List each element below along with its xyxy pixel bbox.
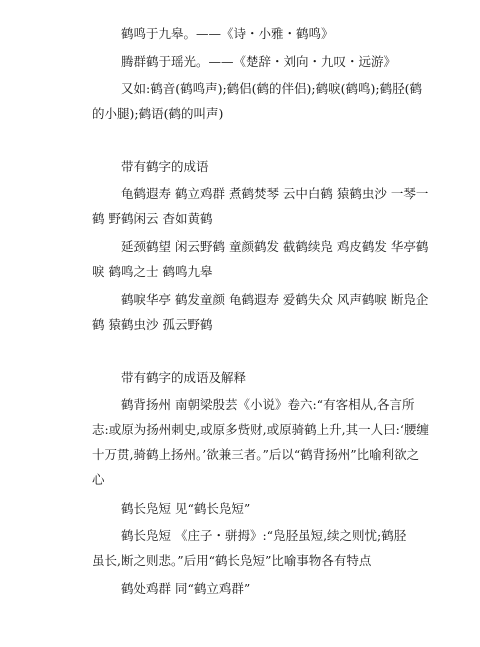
idiom-line-3: 延颈鹤望 闲云野鹤 童颜鹤发 截鹤续凫 鸡皮鹤发 华亭鹤 (121, 239, 429, 254)
explanation-line-2: 志:或原为扬州刺史,或原多赀财,或原骑鹤上升,其一人曰:‘腰缠 (92, 422, 429, 437)
explanation-line-4: 心 (92, 472, 105, 487)
quote-line-shijing: 鹤鸣于九皋。——《诗・小雅・鹤鸣》 (121, 26, 334, 41)
idiom-line-6: 鹤 猿鹤虫沙 孤云野鹤 (92, 317, 213, 332)
explanation-line-3: 十万贯,骑鹤上扬州。’欲兼三者。”后以“鹤背扬州”比喻利欲之 (92, 447, 420, 462)
explanation-line-8: 鹤处鸡群 同“鹤立鸡群” (121, 581, 251, 596)
example-line-2: 的小腿);鹤语(鹤的叫声) (92, 106, 224, 121)
explanation-line-1: 鹤背扬州 南朝梁殷芸《小说》卷六:“有客相从,各言所 (121, 397, 415, 412)
quote-line-chuci: 腾群鹤于瑶光。——《楚辞・刘向・九叹・远游》 (121, 54, 397, 69)
idiom-line-5: 鹤唳华亭 鹤发童颜 龟鹤遐寿 爱鹤失众 风声鹤唳 断凫企 (121, 292, 429, 307)
idiom-line-4: 唳 鹤鸣之士 鹤鸣九皋 (92, 264, 213, 279)
explanation-line-7: 虽长,断之则悲。”后用“鹤长凫短”比喻事物各有特点 (92, 553, 372, 568)
idiom-line-1: 龟鹤遐寿 鹤立鸡群 煮鹤焚琴 云中白鹤 猿鹤虫沙 一琴一 (121, 186, 429, 201)
explanation-line-5: 鹤长凫短 见“鹤长凫短” (121, 501, 251, 516)
section-heading-idioms: 带有鹤字的成语 (121, 159, 209, 174)
example-line-1: 又如:鹤音(鹤鸣声);鹤侣(鹤的伴侣);鹤唳(鹤鸣);鹤胫(鹤 (121, 81, 422, 96)
explanation-line-6: 鹤长凫短 《庄子・骈拇》:“凫胫虽短,续之则忧;鹤胫 (121, 528, 407, 543)
section-heading-idioms-explained: 带有鹤字的成语及解释 (121, 370, 247, 385)
idiom-line-2: 鹤 野鹤闲云 杳如黄鹤 (92, 211, 213, 226)
